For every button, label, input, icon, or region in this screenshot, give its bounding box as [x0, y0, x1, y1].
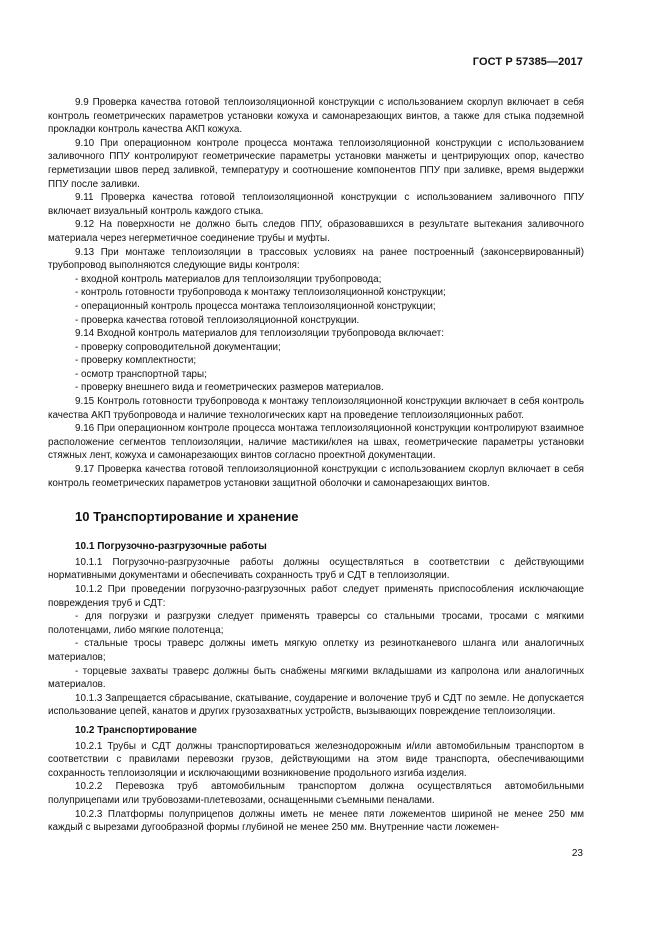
list-item: - контроль готовности трубопровода к монтажу теплоизоляционной конструкции;: [75, 287, 446, 299]
list-item: - осмотр транспортной тары;: [75, 368, 207, 380]
list-item: - стальные тросы траверс должны иметь мягкую оплетку из резинотканевого шланга или аналогичных материалов;: [48, 638, 584, 663]
list-item: - входной контроль материалов для теплоизоляции трубопровода;: [75, 273, 382, 285]
list-item: - проверку сопроводительной документации;: [75, 341, 281, 353]
paragraph-10-1-2: 10.1.2 При проведении погрузочно-разгрузочных работ следует применять приспособления исключающие повреждения труб и СДТ:: [48, 584, 584, 609]
paragraph-9-15: 9.15 Контроль готовности трубопровода к монтажу теплоизоляционной конструкции включает в себя контроль качества АКП трубопровода и наличие технологических карт на проведение теплоизоляционных работ.: [48, 396, 584, 421]
paragraph-9-10: 9.10 При операционном контроле процесса монтажа теплоизоляционной конструкции с использованием заливочного ППУ контролируют геометрические параметры установки манжеты и центрирующих опор, качество герметизации швов перед заливкой, температуру и соотношение компонентов ППУ при заливке, время выдержки ППУ после заливки.: [48, 137, 584, 190]
list-item: - операционный контроль процесса монтажа теплоизоляционной конструкции;: [75, 300, 436, 312]
paragraph-10-2-3: 10.2.3 Платформы полуприцепов должны иметь не менее пяти ложементов шириной не менее 250 мм каждый с вырезами дугообразной формы глубиной не менее 250 мм. Внутренние части ложемен-: [48, 808, 584, 834]
list-item: - торцевые захваты траверс должны быть снабжены мягкими вкладышами из капролона или аналогичных материалов.: [48, 665, 584, 691]
list-item: - проверку комплектности;: [75, 355, 197, 367]
paragraph-10-2-2: 10.2.2 Перевозка труб автомобильным транспортом должна осуществляться автомобильными полуприцепами или трубовозами-плетевозами, оснащенными съемными пеналами.: [48, 781, 584, 806]
list-item: - для погрузки и разгрузки следует применять траверсы со стальными тросами, тросами с мягкими полотенцами, либо мягкие полотенца;: [48, 611, 584, 636]
paragraph-10-1-3: 10.1.3 Запрещается сбрасывание, скатывание, соударение и волочение труб и СДТ по земле. Не допускается использование цепей, канатов и других грузозахватных устройств, вызывающих повреждение теплоизоляции.: [48, 692, 584, 718]
subsection-heading-10-1: 10.1 Погрузочно-разгрузочные работы: [75, 541, 267, 553]
paragraph-9-13: 9.13 При монтаже теплоизоляции в трассовых условиях на ранее построенный (законсервированный) трубопровод выполняются следующие виды контроля:: [48, 246, 584, 272]
subsection-heading-10-2: 10.2 Транспортирование: [75, 724, 197, 736]
page-body: [48, 96, 584, 835]
paragraph-9-12: 9.12 На поверхности не должно быть следов ППУ, образовавшихся в результате вытекания заливочного материала через негерметичное соединение трубы и муфты.: [48, 219, 584, 244]
paragraph-9-16: 9.16 При операционном контроле процесса монтажа теплоизоляционной конструкции контролируют взаимное расположение сегментов теплоизоляции, наличие мастики/клея на швах, геометрические параметры установки стяжных лент, кожуха и самонарезающих винтов согласно проектной документации.: [48, 423, 584, 462]
paragraph-9-9: 9.9 Проверка качества готовой теплоизоляционной конструкции с использованием скорлуп включает в себя контроль геометрических параметров установки кожуха и самонарезающих винтов, а также для стыка подземной прокладки контроль качества АКП кожуха.: [48, 97, 584, 136]
paragraph-9-11: 9.11 Проверка качества готовой теплоизоляционной конструкции с использованием заливочного ППУ включает визуальный контроль каждого стыка.: [48, 192, 584, 217]
paragraph-9-17: 9.17 Проверка качества готовой теплоизоляционной конструкции с использованием скорлуп включает в себя контроль геометрических параметров установки защитной оболочки и самонарезающих винтов.: [48, 464, 584, 489]
page-number: 23: [571, 848, 583, 859]
paragraph-9-14: 9.14 Входной контроль материалов для теплоизоляции трубопровода включает:: [75, 328, 444, 340]
list-item: - проверку внешнего вида и геометрических размеров материалов.: [75, 382, 384, 394]
document-code-header: ГОСТ Р 57385—2017: [472, 56, 583, 68]
paragraph-10-2-1: 10.2.1 Трубы и СДТ должны транспортироваться железнодорожным и/или автомобильным транспортом в соответствии с правилами перевозки грузов, действующими на этом виде транспорта, обеспечивающими сохранность теплоизоляции и исключающими возникновение продольного изгиба изделия.: [48, 740, 584, 779]
list-item: - проверка качества готовой теплоизоляционной конструкции.: [75, 314, 360, 326]
paragraph-10-1-1: 10.1.1 Погрузочно-разгрузочные работы должны осуществляться в соответствии с действующими нормативными документами и обеспечивать сохранность труб и СДТ в теплоизоляции.: [48, 556, 584, 582]
section-heading-10: 10 Транспортирование и хранение: [75, 509, 299, 525]
